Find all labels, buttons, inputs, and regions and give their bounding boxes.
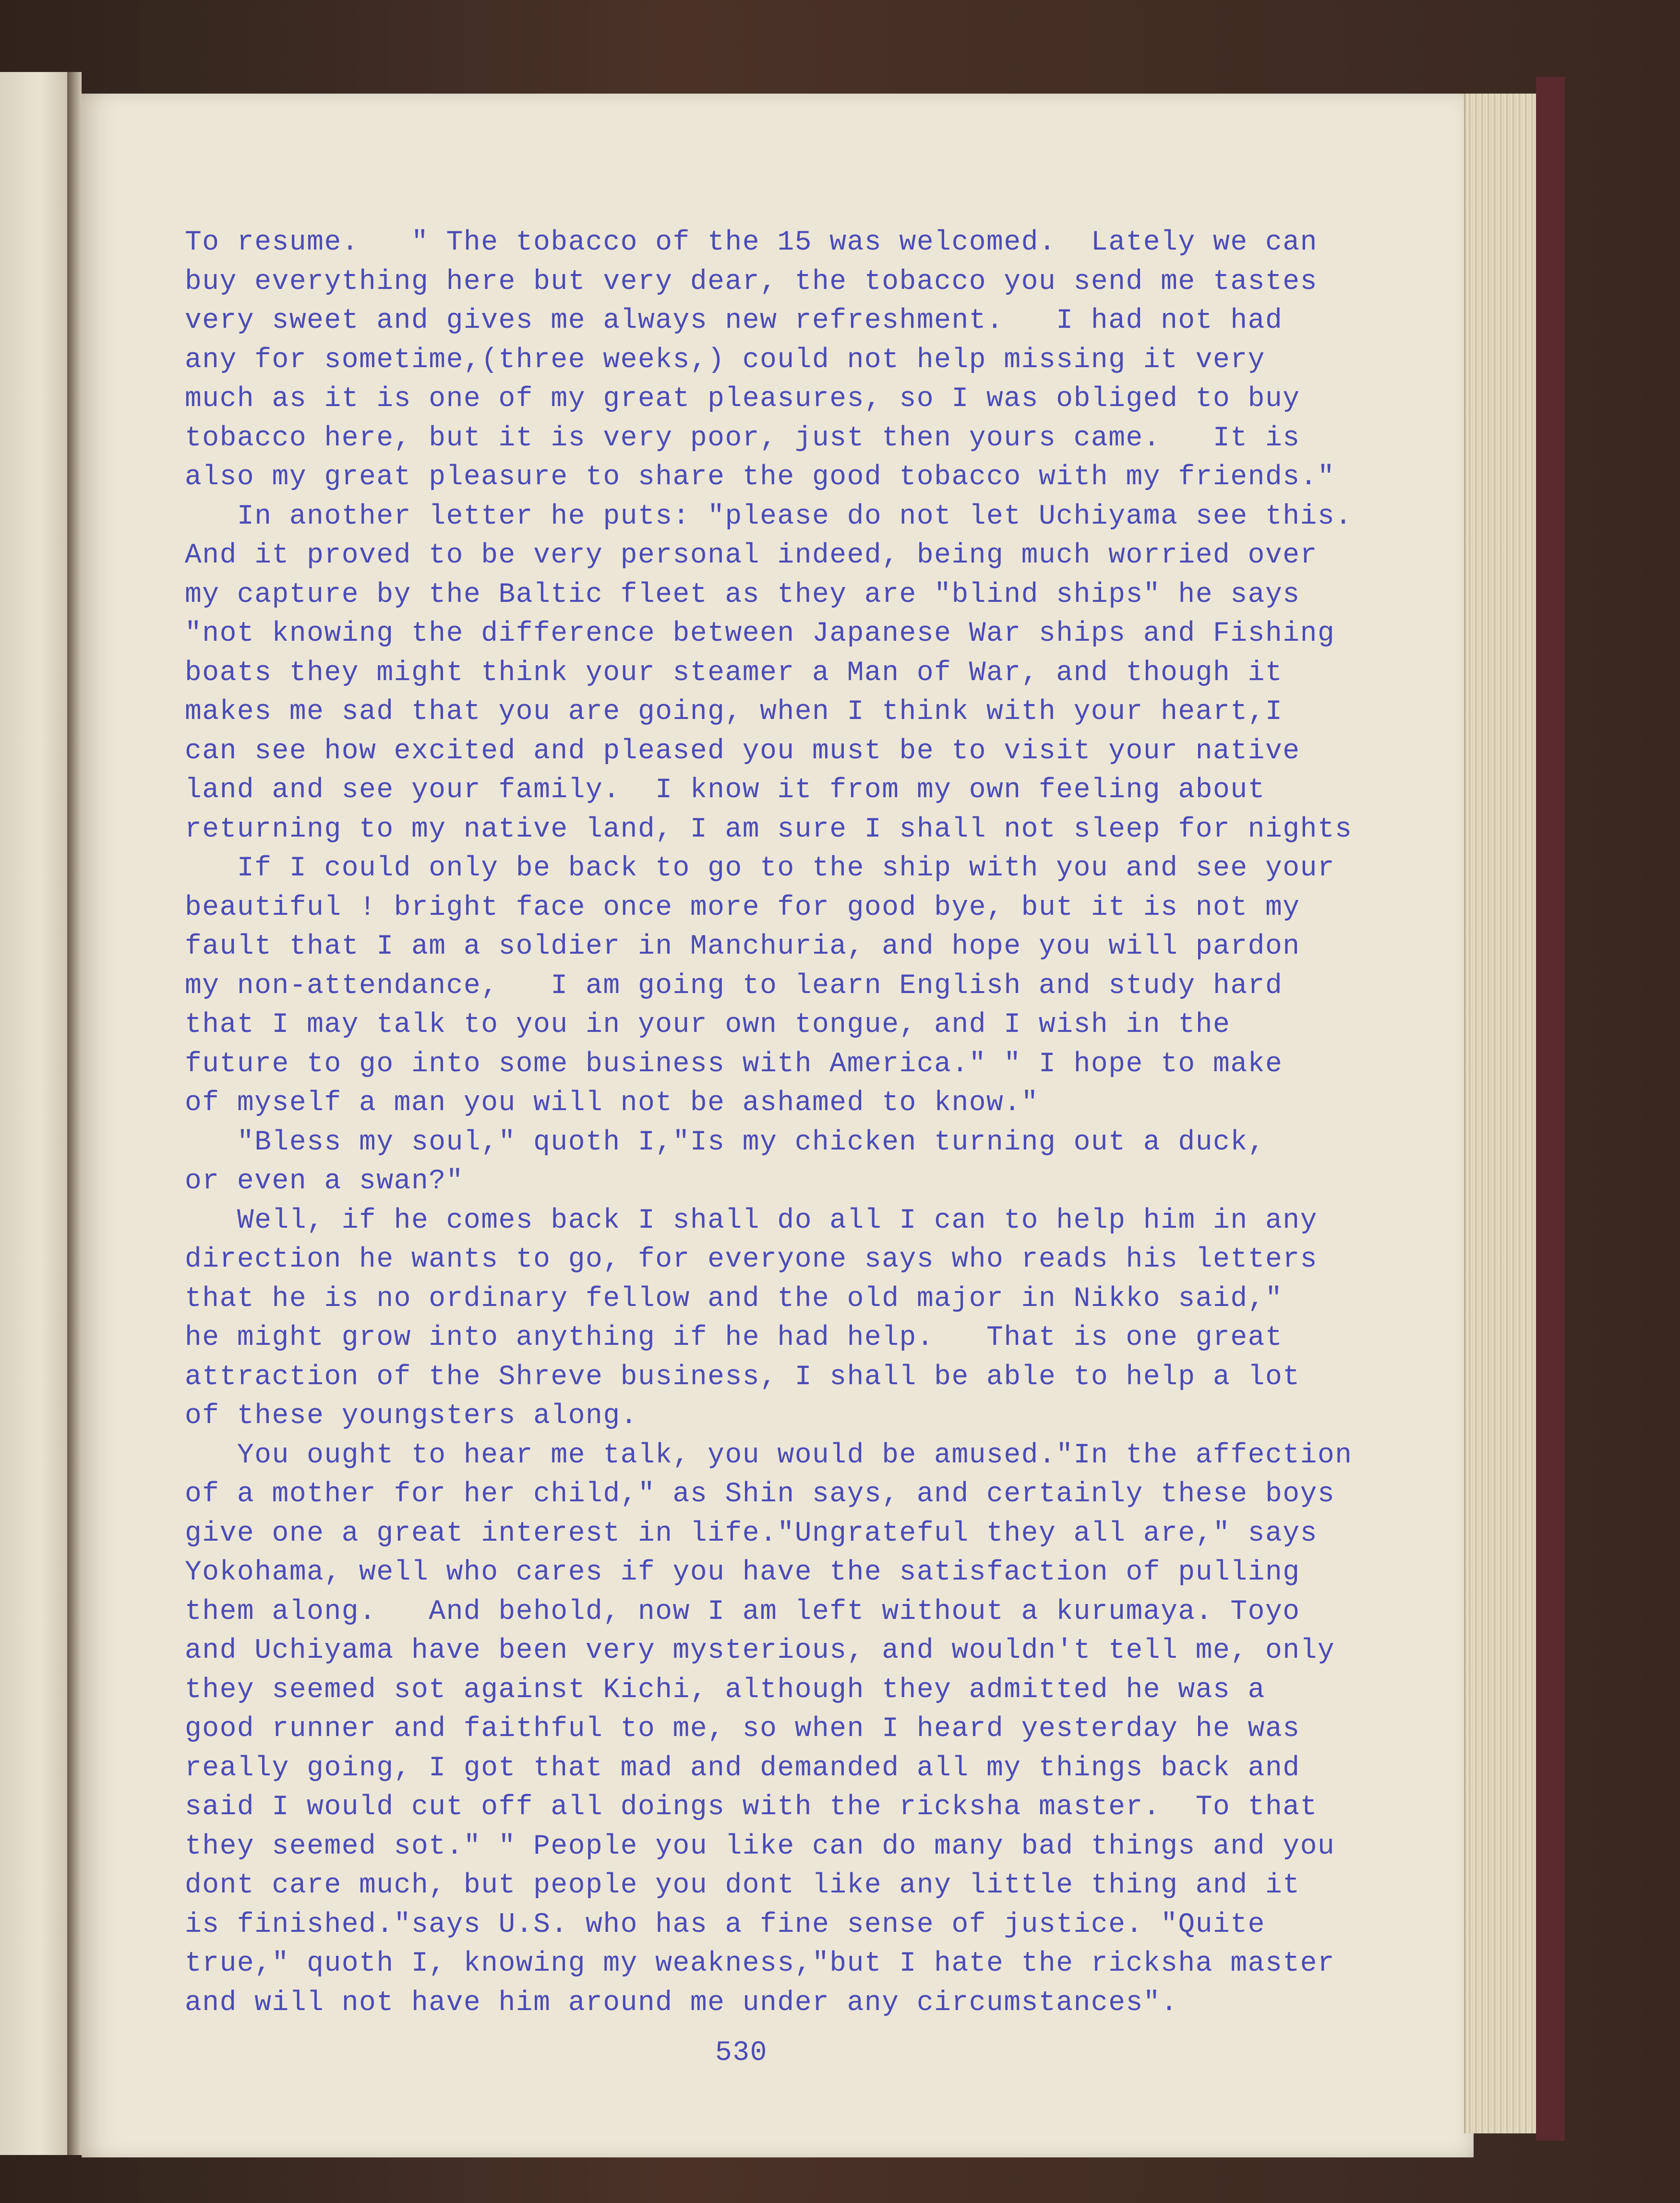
text-line: boats they might think your steamer a Man of War, and though it <box>185 657 1283 689</box>
text-line: is finished."says U.S. who has a fine sense of justice. "Quite <box>185 1909 1265 1940</box>
text-line: and will not have him around me under any circumstances". <box>185 1987 1178 2019</box>
text-line: beautiful ! bright face once more for good bye, but it is not my <box>185 892 1300 923</box>
text-line: of these youngsters along. <box>185 1401 638 1432</box>
text-line: You ought to hear me talk, you would be amused."In the affection <box>185 1439 1353 1471</box>
text-line: can see how excited and pleased you must be to visit your native <box>185 735 1300 767</box>
text-line: very sweet and gives me always new refreshment. I had not had <box>185 305 1283 336</box>
text-line: that he is no ordinary fellow and the old major in Nikko said," <box>185 1283 1283 1315</box>
text-line: any for sometime,(three weeks,) could not help missing it very <box>185 344 1265 376</box>
text-line: that I may talk to you in your own tongue, and I wish in the <box>185 1009 1231 1041</box>
text-line: and Uchiyama have been very mysterious, and wouldn't tell me, only <box>185 1635 1335 1666</box>
text-line: Yokohama, well who cares if you have the satisfaction of pulling <box>185 1557 1300 1588</box>
text-line: or even a swan?" <box>185 1166 464 1197</box>
text-line: my capture by the Baltic fleet as they are "blind ships" he says <box>185 579 1300 611</box>
text-line: he might grow into anything if he had help. That is one great <box>185 1322 1283 1353</box>
text-line: Well, if he comes back I shall do all I can to help him in any <box>185 1205 1318 1236</box>
text-line: land and see your family. I know it from my own feeling about <box>185 775 1265 806</box>
text-line: "not knowing the difference between Japanese War ships and Fishing <box>185 618 1335 649</box>
text-line: attraction of the Shreve business, I shall be able to help a lot <box>185 1361 1300 1393</box>
book-gutter <box>67 72 82 2155</box>
text-line: of a mother for her child," as Shin says, and certainly these boys <box>185 1479 1335 1510</box>
text-line: them along. And behold, now I am left without a kurumaya. Toyo <box>185 1596 1300 1628</box>
text-line: fault that I am a soldier in Manchuria, and hope you will pardon <box>185 931 1300 962</box>
text-line: said I would cut off all doings with the ricksha master. To that <box>185 1792 1318 1823</box>
text-line: buy everything here but very dear, the tobacco you send me tastes <box>185 266 1318 298</box>
book-cover-edge <box>1536 77 1565 2141</box>
text-line: returning to my native land, I am sure I shall not sleep for nights <box>185 814 1353 845</box>
text-line: makes me sad that you are going, when I think with your heart,I <box>185 696 1283 728</box>
left-page-edge <box>0 72 69 2155</box>
typed-text-body <box>185 223 1481 2023</box>
text-line: true," quoth I, knowing my weakness,"but I hate the ricksha master <box>185 1948 1335 1979</box>
text-line: If I could only be back to go to the ship with you and see your <box>185 853 1335 884</box>
text-line: they seemed sot." " People you like can do many bad things and you <box>185 1831 1335 1862</box>
text-line: "Bless my soul," quoth I,"Is my chicken turning out a duck, <box>185 1126 1265 1158</box>
text-line: To resume. " The tobacco of the 15 was welcomed. Lately we can <box>185 227 1318 258</box>
text-line: dont care much, but people you dont like any little thing and it <box>185 1870 1300 1901</box>
text-line: good runner and faithful to me, so when I heard yesterday he was <box>185 1713 1300 1745</box>
text-line: future to go into some business with America." " I hope to make <box>185 1048 1283 1080</box>
text-line: much as it is one of my great pleasures, so I was obliged to buy <box>185 383 1300 415</box>
text-line: And it proved to be very personal indeed, being much worried over <box>185 540 1318 571</box>
text-line: also my great pleasure to share the good tobacco with my friends." <box>185 462 1335 493</box>
text-line: my non-attendance, I am going to learn English and study hard <box>185 970 1283 1002</box>
text-line: give one a great interest in life."Ungrateful they all are," says <box>185 1518 1318 1549</box>
text-line: really going, I got that mad and demanded all my things back and <box>185 1752 1300 1784</box>
text-line: In another letter he puts: "please do not let Uchiyama see this. <box>185 501 1353 532</box>
text-line: direction he wants to go, for everyone says who reads his letters <box>185 1244 1318 1275</box>
page-number: 530 <box>715 2037 768 2069</box>
text-line: tobacco here, but it is very poor, just then yours came. It is <box>185 422 1300 454</box>
text-line: they seemed sot against Kichi, although they admitted he was a <box>185 1674 1265 1706</box>
text-line: of myself a man you will not be ashamed to know." <box>185 1088 1039 1119</box>
